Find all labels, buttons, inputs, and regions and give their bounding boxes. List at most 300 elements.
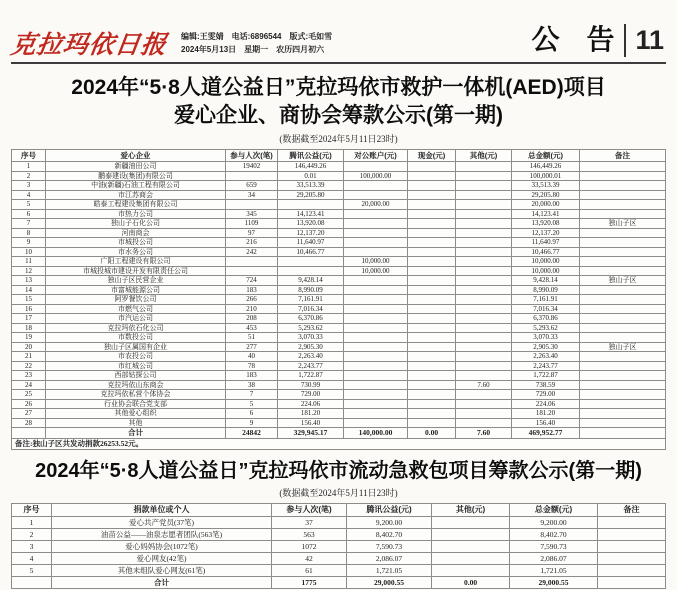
- table-row: [12, 276, 666, 286]
- cell: 21: [12, 352, 46, 362]
- cell: 13: [12, 276, 46, 286]
- cell: 3: [12, 540, 52, 552]
- cell: [580, 361, 666, 371]
- cell: [344, 371, 408, 381]
- cell: 9: [12, 238, 46, 248]
- cell: [580, 238, 666, 248]
- cell: [598, 564, 666, 576]
- cell: 其他爱心组织: [46, 409, 226, 419]
- cell: 油苗公益——油泉志愿者团队(563笔): [52, 528, 272, 540]
- cell: [226, 200, 278, 210]
- table-header-row: [12, 150, 666, 162]
- cell: 7,590.73: [347, 540, 432, 552]
- cell: 29,205.80: [278, 190, 344, 200]
- cell: [408, 219, 456, 229]
- cell: 210: [226, 304, 278, 314]
- cell: 24: [12, 380, 46, 390]
- cell: 13,920.08: [512, 219, 580, 229]
- cell: 1072: [272, 540, 347, 552]
- table-row: [12, 295, 666, 305]
- cell: 0.00: [408, 428, 456, 439]
- cell: [580, 209, 666, 219]
- cell: [456, 190, 512, 200]
- cell: 38: [226, 380, 278, 390]
- cell: 5: [226, 399, 278, 409]
- cell: 2: [12, 528, 52, 540]
- cell: 2,263.40: [278, 352, 344, 362]
- cell: 2,905.30: [512, 342, 580, 352]
- cell: [580, 380, 666, 390]
- column-header: 序号: [12, 503, 52, 516]
- cell: [456, 409, 512, 419]
- cell: 40: [226, 352, 278, 362]
- cell: 33,513.39: [278, 181, 344, 191]
- cell: [580, 371, 666, 381]
- cell: 6,370.86: [512, 314, 580, 324]
- cell: [408, 266, 456, 276]
- first-aid-kit-donation-table: [11, 503, 666, 589]
- cell: 18: [12, 323, 46, 333]
- cell: 1: [12, 162, 46, 172]
- table-row: [12, 564, 666, 576]
- table-row: [12, 228, 666, 238]
- cell: [456, 257, 512, 267]
- cell: [456, 333, 512, 343]
- cell: 皓泰工程建设集团有限公司: [46, 200, 226, 210]
- cell: 22: [12, 361, 46, 371]
- cell: [580, 418, 666, 428]
- cell: 729.00: [278, 390, 344, 400]
- cell: 西部钻探公司: [46, 371, 226, 381]
- cell: 爱心网友(42笔): [52, 552, 272, 564]
- table-row: [12, 528, 666, 540]
- cell: 1,721.05: [347, 564, 432, 576]
- cell: 181.20: [278, 409, 344, 419]
- cell: [344, 295, 408, 305]
- cell: [456, 418, 512, 428]
- cell: 659: [226, 181, 278, 191]
- table-row: [12, 390, 666, 400]
- cell: [344, 409, 408, 419]
- cell: 13,920.08: [278, 219, 344, 229]
- cell: 市数投公司: [46, 333, 226, 343]
- cell: [580, 304, 666, 314]
- cell: 224.06: [278, 399, 344, 409]
- cell: [598, 540, 666, 552]
- cell: [408, 352, 456, 362]
- column-header: 对公账户(元): [344, 150, 408, 162]
- cell: 2,243.77: [512, 361, 580, 371]
- aed-donation-table: [11, 149, 666, 450]
- table-row: [12, 247, 666, 257]
- cell: 市汽运公司: [46, 314, 226, 324]
- cell: 17: [12, 314, 46, 324]
- cell: 合计: [52, 576, 272, 588]
- publication-info: [181, 30, 332, 57]
- cell: 216: [226, 238, 278, 248]
- cell: 34: [226, 190, 278, 200]
- table-row: [12, 516, 666, 528]
- cell: [456, 181, 512, 191]
- cell: 724: [226, 276, 278, 286]
- cell: 10: [12, 247, 46, 257]
- page-number: 11: [624, 24, 666, 57]
- cell: 266: [226, 295, 278, 305]
- cell: 爱心妈妈协会(1072笔): [52, 540, 272, 552]
- table-row: [12, 352, 666, 362]
- cell: 277: [226, 342, 278, 352]
- cell: 独山子区属国有企业: [46, 342, 226, 352]
- cell: [278, 257, 344, 267]
- announcement1-title: [11, 74, 666, 129]
- cell: 208: [226, 314, 278, 324]
- cell: 11: [12, 257, 46, 267]
- cell: [580, 314, 666, 324]
- cell: 27: [12, 409, 46, 419]
- cell: 合计: [46, 428, 226, 439]
- cell: 20: [12, 342, 46, 352]
- table-row: [12, 181, 666, 191]
- cell: [408, 285, 456, 295]
- cell: 1,722.87: [278, 371, 344, 381]
- cell: 14: [12, 285, 46, 295]
- cell: [456, 342, 512, 352]
- cell: [408, 238, 456, 248]
- cell: 市江苏商会: [46, 190, 226, 200]
- table-row: [12, 190, 666, 200]
- cell: 10,000.00: [512, 257, 580, 267]
- table-row: [12, 266, 666, 276]
- table-header-row: [12, 503, 666, 516]
- cell: 729.00: [512, 390, 580, 400]
- cell: [408, 333, 456, 343]
- cell: [278, 200, 344, 210]
- table-row: [12, 380, 666, 390]
- cell: 10,466.77: [278, 247, 344, 257]
- cell: [456, 352, 512, 362]
- cell: [580, 409, 666, 419]
- announcement1-title-line2: 爱心企业、商协会筹款公示(第一期): [174, 103, 503, 127]
- cell: [344, 333, 408, 343]
- table-row: [12, 361, 666, 371]
- cell: [408, 418, 456, 428]
- cell: 中油(新疆)石油工程有限公司: [46, 181, 226, 191]
- cell: 156.40: [512, 418, 580, 428]
- cell: 16: [12, 304, 46, 314]
- cell: 市热力公司: [46, 209, 226, 219]
- cell: 242: [226, 247, 278, 257]
- column-header: 爱心企业: [46, 150, 226, 162]
- cell: 146,449.26: [512, 162, 580, 172]
- table-row: [12, 540, 666, 552]
- cell: [432, 540, 510, 552]
- column-header: 参与人次(笔): [272, 503, 347, 516]
- cell: 克拉玛依山东商会: [46, 380, 226, 390]
- cell: 563: [272, 528, 347, 540]
- cell: [408, 257, 456, 267]
- column-header: 其他(元): [432, 503, 510, 516]
- cell: [408, 380, 456, 390]
- cell: 37: [272, 516, 347, 528]
- cell: [344, 314, 408, 324]
- cell: 26: [12, 399, 46, 409]
- announcement2-data-note: (数据截至2024年5月11日23时): [279, 487, 398, 498]
- cell: 2,086.07: [510, 552, 598, 564]
- cell: 独山子区: [580, 342, 666, 352]
- cell: 5,293.62: [278, 323, 344, 333]
- cell: [408, 295, 456, 305]
- cell: [408, 304, 456, 314]
- cell: [344, 209, 408, 219]
- cell: [344, 238, 408, 248]
- cell: 市红城公司: [46, 361, 226, 371]
- cell: [344, 190, 408, 200]
- table-row: [12, 200, 666, 210]
- cell: 6: [226, 409, 278, 419]
- cell: [344, 352, 408, 362]
- cell: 5: [12, 200, 46, 210]
- cell: [344, 228, 408, 238]
- cell: 100,000.01: [512, 171, 580, 181]
- cell: 8: [12, 228, 46, 238]
- table-row: [12, 257, 666, 267]
- column-header: 备注: [598, 503, 666, 516]
- cell: 0.00: [432, 576, 510, 588]
- cell: 20,000.00: [512, 200, 580, 210]
- cell: 12,137.20: [512, 228, 580, 238]
- cell: 7,016.34: [512, 304, 580, 314]
- page-header: [8, 24, 666, 64]
- section-area: [531, 24, 666, 57]
- cell: [432, 564, 510, 576]
- column-header: 总金额(元): [510, 503, 598, 516]
- cell: 78: [226, 361, 278, 371]
- cell: 8,402.70: [347, 528, 432, 540]
- cell: 738.59: [512, 380, 580, 390]
- cell: 7,161.91: [278, 295, 344, 305]
- table-row: [12, 285, 666, 295]
- cell: [456, 390, 512, 400]
- cell: [344, 247, 408, 257]
- cell: [344, 276, 408, 286]
- cell: 1775: [272, 576, 347, 588]
- cell: 3,070.33: [278, 333, 344, 343]
- cell: [580, 285, 666, 295]
- cell: [456, 361, 512, 371]
- cell: 183: [226, 371, 278, 381]
- cell: [580, 266, 666, 276]
- cell: [580, 190, 666, 200]
- cell: 爱心共产党员(37笔): [52, 516, 272, 528]
- cell: 183: [226, 285, 278, 295]
- cell: [580, 323, 666, 333]
- cell: 1: [12, 516, 52, 528]
- editor-line: 编辑:王雯婧 电话:6896544 版式:毛如雪: [181, 31, 333, 41]
- cell: [580, 295, 666, 305]
- cell: 9: [226, 418, 278, 428]
- cell: 克拉玛依私营个体协会: [46, 390, 226, 400]
- cell: 7: [226, 390, 278, 400]
- cell: 12,137.20: [278, 228, 344, 238]
- cell: [456, 314, 512, 324]
- cell: 8,990.09: [512, 285, 580, 295]
- column-header: 序号: [12, 150, 46, 162]
- cell: 29,205.80: [512, 190, 580, 200]
- column-header: 参与人次(笔): [226, 150, 278, 162]
- cell: [580, 399, 666, 409]
- cell: [456, 295, 512, 305]
- cell: 3: [12, 181, 46, 191]
- cell: 15: [12, 295, 46, 305]
- cell: [580, 333, 666, 343]
- cell: [344, 162, 408, 172]
- cell: 140,000.00: [344, 428, 408, 439]
- cell: [580, 257, 666, 267]
- cell: [456, 371, 512, 381]
- cell: [408, 162, 456, 172]
- cell: 9,428.14: [278, 276, 344, 286]
- cell: 1,722.87: [512, 371, 580, 381]
- cell: 1,721.05: [510, 564, 598, 576]
- cell: 其他未组队爱心网友(61笔): [52, 564, 272, 576]
- total-row: [12, 576, 666, 588]
- cell: 8,402.70: [510, 528, 598, 540]
- cell: 市农投公司: [46, 352, 226, 362]
- cell: [432, 528, 510, 540]
- cell: [12, 428, 46, 439]
- cell: [580, 247, 666, 257]
- cell: [456, 228, 512, 238]
- cell: [456, 276, 512, 286]
- cell: 3,070.33: [512, 333, 580, 343]
- cell: 42: [272, 552, 347, 564]
- cell: 469,952.77: [512, 428, 580, 439]
- cell: [432, 552, 510, 564]
- cell: [344, 342, 408, 352]
- column-header: 腾讯公益(元): [347, 503, 432, 516]
- cell: [598, 552, 666, 564]
- cell: 33,513.39: [512, 181, 580, 191]
- table-row: [12, 418, 666, 428]
- cell: 独山子区民营企业: [46, 276, 226, 286]
- cell: [432, 516, 510, 528]
- cell: 克拉玛依石化公司: [46, 323, 226, 333]
- cell: 市水务公司: [46, 247, 226, 257]
- table-row: [12, 171, 666, 181]
- cell: 20,000.00: [344, 200, 408, 210]
- cell: 97: [226, 228, 278, 238]
- cell: [580, 390, 666, 400]
- cell: [408, 181, 456, 191]
- cell: 市富城能源公司: [46, 285, 226, 295]
- cell: [408, 390, 456, 400]
- table-row: [12, 323, 666, 333]
- column-header: 现金(元): [408, 150, 456, 162]
- cell: [344, 380, 408, 390]
- cell: [408, 190, 456, 200]
- table-row: [12, 238, 666, 248]
- cell: [344, 219, 408, 229]
- cell: [580, 228, 666, 238]
- table-row: [12, 409, 666, 419]
- cell: 14,123.41: [278, 209, 344, 219]
- total-row: [12, 428, 666, 439]
- cell: [456, 304, 512, 314]
- cell: [344, 418, 408, 428]
- cell: 河南商会: [46, 228, 226, 238]
- cell: 181.20: [512, 409, 580, 419]
- cell: 11,640.97: [278, 238, 344, 248]
- cell: [226, 257, 278, 267]
- cell: 5: [12, 564, 52, 576]
- cell: 11,640.97: [512, 238, 580, 248]
- cell: 156.40: [278, 418, 344, 428]
- cell: 100,000.00: [344, 171, 408, 181]
- cell: 8,990.09: [278, 285, 344, 295]
- cell: 1109: [226, 219, 278, 229]
- cell: 其他: [46, 418, 226, 428]
- cell: [580, 200, 666, 210]
- column-header: 捐款单位或个人: [52, 503, 272, 516]
- cell: [456, 285, 512, 295]
- cell: [408, 409, 456, 419]
- cell: 146,449.26: [278, 162, 344, 172]
- cell: [408, 371, 456, 381]
- cell: 7,161.91: [512, 295, 580, 305]
- cell: [408, 399, 456, 409]
- cell: 阿罗餐饮公司: [46, 295, 226, 305]
- announcement2-title: 2024年“5·8人道公益日”克拉玛依市流动急救包项目筹款公示(第一期): [35, 459, 642, 482]
- cell: 独山子区: [580, 219, 666, 229]
- cell: 9,428.14: [512, 276, 580, 286]
- announcement1-data-note: (数据截至2024年5月11日23时): [279, 134, 398, 145]
- cell: 453: [226, 323, 278, 333]
- cell: 25: [12, 390, 46, 400]
- section-label: 公 告: [531, 24, 625, 56]
- cell: 29,000.55: [510, 576, 598, 588]
- cell: 4: [12, 190, 46, 200]
- cell: 2,905.30: [278, 342, 344, 352]
- cell: 10,000.00: [344, 257, 408, 267]
- cell: [408, 314, 456, 324]
- cell: [456, 266, 512, 276]
- cell: [408, 171, 456, 181]
- cell: [598, 516, 666, 528]
- cell: [278, 266, 344, 276]
- cell: 345: [226, 209, 278, 219]
- cell: [580, 352, 666, 362]
- table-row: [12, 219, 666, 229]
- column-header: 腾讯公益(元): [278, 150, 344, 162]
- cell: 市城投公司: [46, 238, 226, 248]
- table-row: [12, 371, 666, 381]
- table-row: [12, 333, 666, 343]
- table-row: [12, 209, 666, 219]
- newspaper-masthead-logo: 克拉玛依日报: [8, 30, 170, 59]
- cell: 0.01: [278, 171, 344, 181]
- cell: [456, 171, 512, 181]
- cell: 10,466.77: [512, 247, 580, 257]
- cell: [408, 276, 456, 286]
- cell: 329,945.17: [278, 428, 344, 439]
- cell: [226, 171, 278, 181]
- cell: 12: [12, 266, 46, 276]
- cell: 24842: [226, 428, 278, 439]
- cell: 224.06: [512, 399, 580, 409]
- cell: 2,086.07: [347, 552, 432, 564]
- cell: [598, 576, 666, 588]
- cell: [456, 247, 512, 257]
